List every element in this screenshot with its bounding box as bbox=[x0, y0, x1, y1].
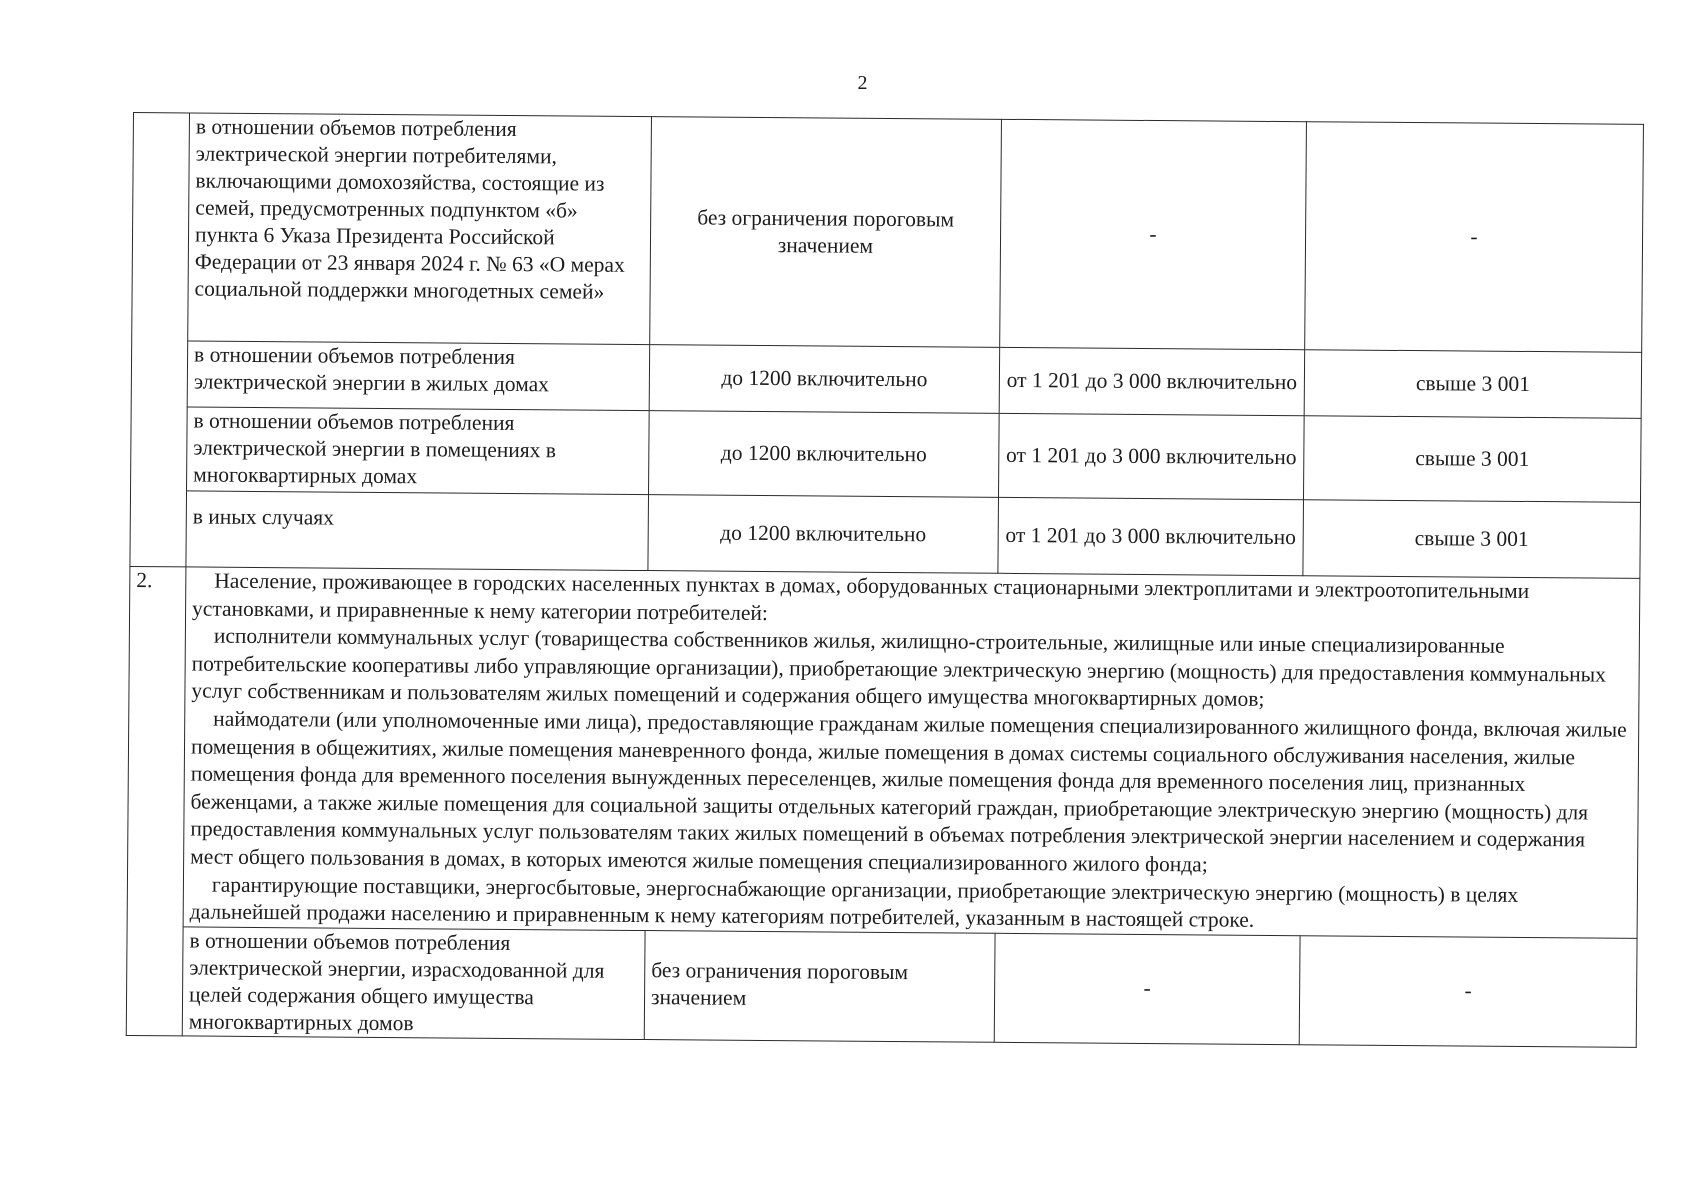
range3-cell: свыше 3 001 bbox=[1304, 350, 1642, 419]
table-row bbox=[126, 926, 1637, 1047]
range3-cell: свыше 3 001 bbox=[1303, 500, 1641, 579]
range1-cell: до 1200 включительно bbox=[649, 345, 1000, 414]
range2-cell: - bbox=[1000, 119, 1307, 349]
category-cell: в отношении объемов потребления электрической энергии, израсходованной для целей содержания общего имущества многоквартирных домов bbox=[182, 927, 645, 1040]
table-row bbox=[131, 340, 1641, 418]
category-cell: в отношении объемов потребления электрической энергии в жилых домах bbox=[187, 341, 650, 411]
range1-cell: без ограничения пороговым значением bbox=[650, 117, 1002, 348]
table-row bbox=[132, 113, 1644, 353]
range1-cell: до 1200 включительно bbox=[648, 495, 999, 574]
row-number-cell bbox=[130, 113, 190, 567]
category-cell: в отношении объемов потребления электрической энергии в помещениях в многоквартирных домах bbox=[187, 407, 650, 495]
range2-cell: - bbox=[994, 933, 1300, 1044]
range3-cell: свыше 3 001 bbox=[1303, 416, 1641, 503]
table-row bbox=[131, 406, 1642, 502]
section-paragraph: исполнители коммунальных услуг (товарищества собственников жилья, жилищно-строительные, жилищные или иные специализированные потребительские кооперативы либо управляющие организации), приобретающие электрическую энергию (мощность) для предоставления коммунальных услуг собственникам и пользователям жилых помещений и содержания общего имущества многоквартирных домов; bbox=[191, 623, 1607, 712]
section-number: 2. bbox=[126, 566, 186, 1035]
range1-cell: до 1200 включительно bbox=[649, 411, 1000, 498]
tariff-table bbox=[126, 112, 1644, 1048]
section-paragraph: гарантирующие поставщики, энергосбытовые, энергоснабжающие организации, приобретающие электрическую энергию (мощность) в целях дальнейшей продажи населению и приравненным к нему категориям потребителей, указанным в настоящей строке. bbox=[189, 872, 1519, 932]
section-row bbox=[127, 566, 1640, 938]
section-paragraph: наймодатели (или уполномоченные ими лица), предоставляющие гражданам жилые помещения специализированного жилищного фонда, включая жилые помещения в общежитиях, жилые помещения маневренного фонда, жилые помещения в домах системы социального обслуживания населения, жилые помещения фонда для временного поселения вынужденных переселенцев, жилые помещения фонда для временного поселения лиц, признанных беженцами, а также жилые помещения для социальной защиты отдельных категорий граждан, приобретающие электрическую энергию (мощность) для предоставления коммунальных услуг пользователям таких жилых помещений в объемах потребления электрической энергии населением и содержания мест общего пользования в домах, в которых имеются жилые помещения специализированного жилого фонда; bbox=[190, 706, 1627, 877]
range2-cell: от 1 201 до 3 000 включительно bbox=[999, 347, 1305, 415]
section-paragraph: Население, проживающее в городских населенных пунктах в домах, оборудованных стационарными электроплитами и электроотопительными установками, и приравненные к нему категории потребителей: bbox=[192, 568, 1530, 625]
category-cell: в иных случаях bbox=[186, 491, 649, 571]
category-cell: в отношении объемов потребления электрической энергии потребителями, включающими домохозяйства, состоящие из семей, предусмотренных подпунктом «б» пункта 6 Указа Президента Российской Федерации от 23 января 2024 г. № 63 «О мерах социальной поддержки многодетных семей» bbox=[188, 113, 652, 345]
section-description bbox=[183, 567, 1640, 938]
range3-cell: - bbox=[1305, 122, 1644, 353]
range3-cell: - bbox=[1299, 935, 1637, 1047]
table-row bbox=[130, 490, 1641, 578]
range1-cell: без ограничения пороговым значением bbox=[644, 930, 995, 1042]
range2-cell: от 1 201 до 3 000 включительно bbox=[999, 413, 1305, 499]
range2-cell: от 1 201 до 3 000 включительно bbox=[998, 497, 1304, 575]
page-number: 2 bbox=[857, 72, 868, 94]
